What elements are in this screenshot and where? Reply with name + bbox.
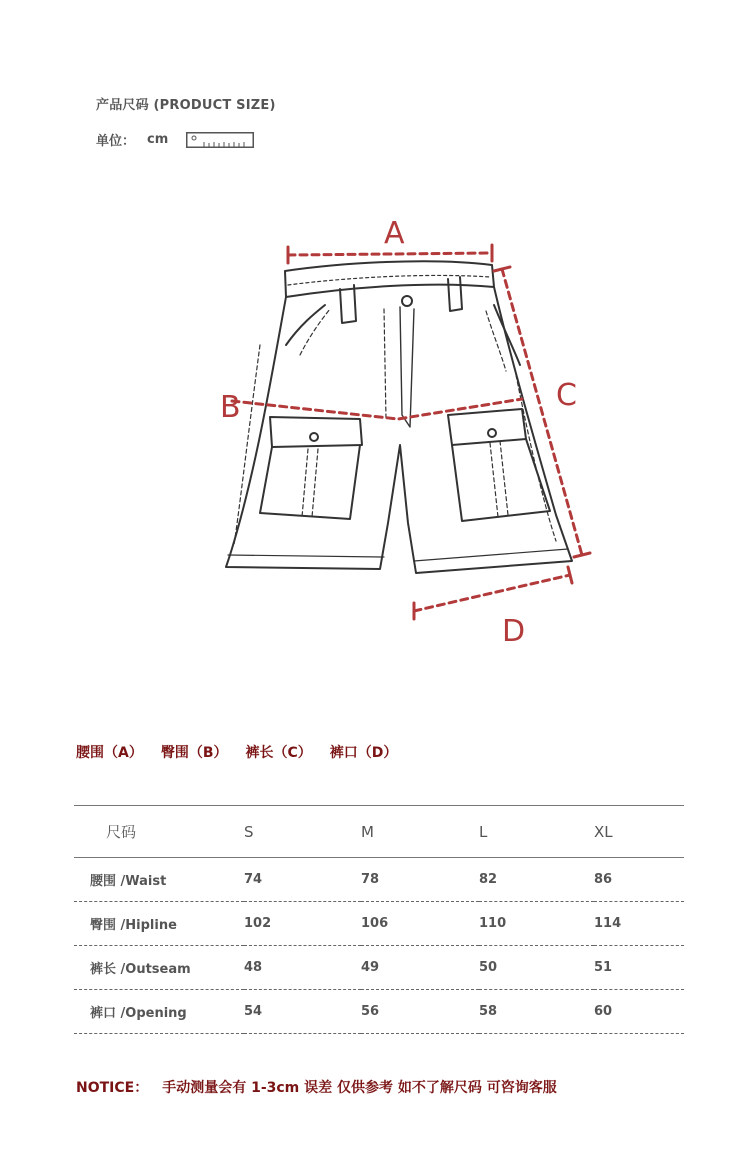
measurement-legend — [76, 742, 415, 762]
table-row — [74, 946, 684, 990]
cell-value: 106 — [361, 916, 389, 931]
unit-label: 单位： — [96, 134, 136, 149]
cell-value: 110 — [479, 916, 507, 931]
cell-value: 56 — [361, 1004, 380, 1019]
notice-text: 手动测量会有 1-3cm 误差 仅供参考 如不了解尺码 可咨询客服 — [162, 1080, 557, 1096]
cell-value: 82 — [479, 872, 498, 887]
measure-line-b — [232, 399, 522, 419]
cell-value: 48 — [244, 960, 263, 975]
cell-value: 102 — [244, 916, 272, 931]
header-size: 尺码 — [106, 823, 137, 841]
cell-value: 60 — [594, 1004, 613, 1019]
header-l: L — [479, 822, 488, 841]
table-row — [74, 902, 684, 946]
row-label: 臀围 /Hipline — [90, 918, 177, 933]
header-m: M — [361, 822, 374, 841]
cell-value: 78 — [361, 872, 380, 887]
cell-value: 58 — [479, 1004, 498, 1019]
cell-value: 114 — [594, 916, 622, 931]
row-label: 裤口 /Opening — [90, 1006, 187, 1021]
legend-item-opening: 裤口（D） — [329, 745, 398, 761]
legend-item-waist: 腰围（A） — [76, 745, 143, 761]
cell-value: 74 — [244, 872, 263, 887]
page-title: 产品尺码 (PRODUCT SIZE) — [96, 98, 276, 113]
table-row — [74, 858, 684, 902]
cell-value: 50 — [479, 960, 498, 975]
label-c: C — [556, 378, 577, 413]
measure-line-d — [414, 575, 570, 611]
legend-item-hip: 臀围（B） — [160, 745, 228, 761]
header-xl: XL — [594, 822, 613, 841]
label-b: B — [220, 390, 241, 425]
measure-line-a — [288, 253, 492, 255]
row-label: 裤长 /Outseam — [90, 962, 191, 977]
unit-value: cm — [147, 132, 169, 147]
size-table — [74, 805, 684, 1034]
cell-value: 86 — [594, 872, 613, 887]
unit-row — [96, 130, 254, 149]
table-row — [74, 990, 684, 1034]
legend-item-length: 裤长（C） — [245, 745, 312, 761]
shorts-sketch — [226, 261, 572, 573]
cell-value: 49 — [361, 960, 380, 975]
header-s: S — [244, 822, 254, 841]
label-d: D — [502, 614, 526, 649]
notice — [76, 1077, 557, 1097]
table-header-row — [74, 806, 684, 858]
cell-value: 54 — [244, 1004, 263, 1019]
ruler-icon — [186, 132, 254, 148]
shorts-diagram — [200, 205, 620, 655]
cell-value: 51 — [594, 960, 613, 975]
notice-label: NOTICE： — [76, 1080, 149, 1096]
label-a: A — [384, 216, 405, 251]
row-label: 腰围 /Waist — [90, 874, 167, 889]
